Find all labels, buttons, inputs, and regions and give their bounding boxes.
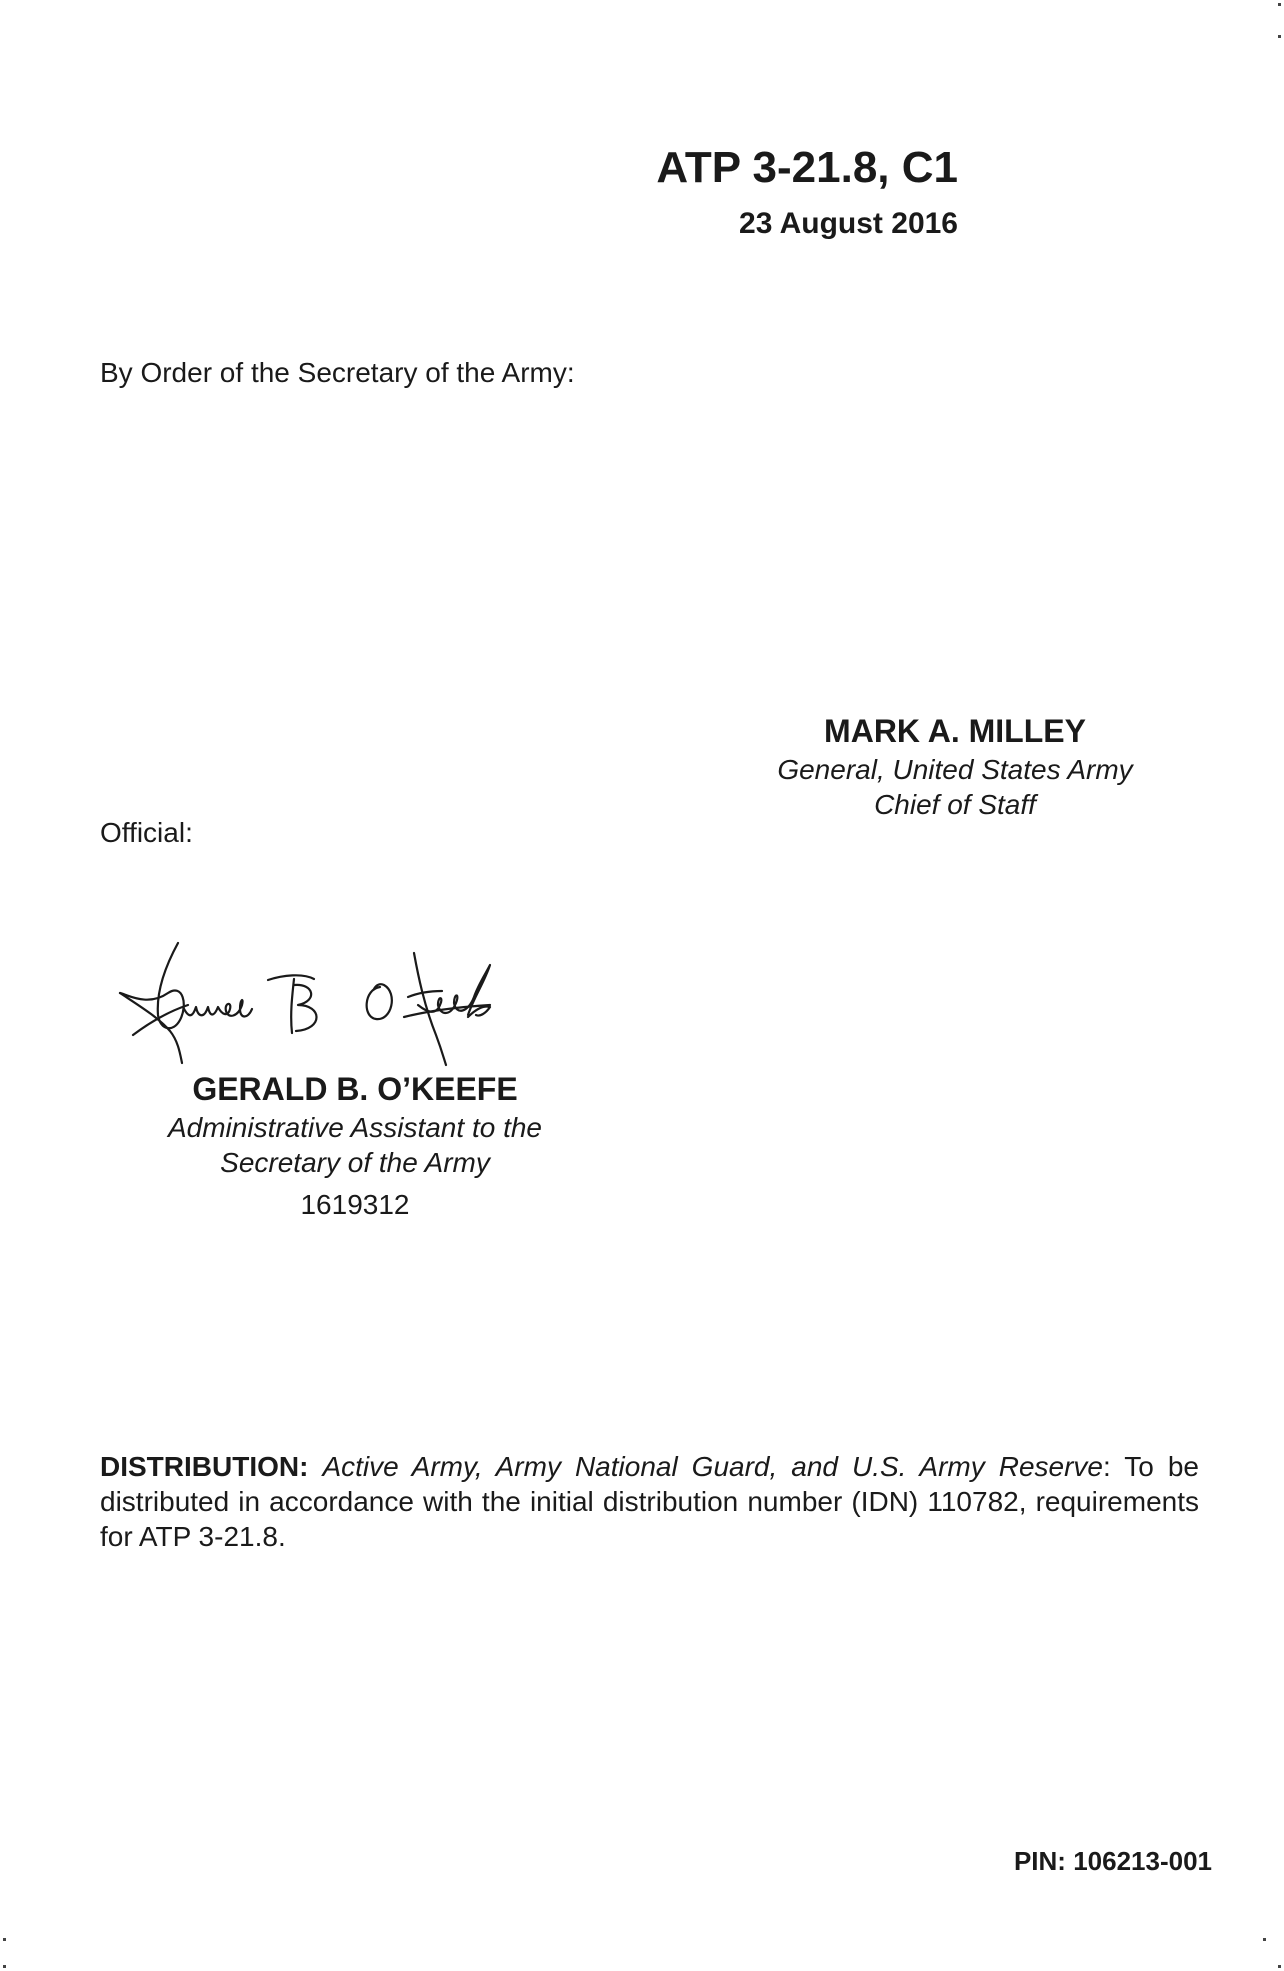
- official-block: [130, 1068, 580, 1222]
- signer-block: [745, 710, 1165, 822]
- crop-mark: [3, 1938, 6, 1941]
- official-label: Official:: [100, 817, 193, 848]
- crop-mark: [1278, 3, 1281, 6]
- official-title-line1: Administrative Assistant to the: [167, 1112, 542, 1143]
- crop-mark: [1278, 1965, 1281, 1968]
- official-title-line2: Secretary of the Army: [220, 1147, 490, 1178]
- handwritten-signature: [118, 935, 588, 1070]
- document-number: ATP 3-21.8, C1: [656, 143, 958, 192]
- signer-title-line2: Chief of Staff: [874, 789, 1036, 820]
- distribution-label: DISTRIBUTION:: [100, 1451, 309, 1482]
- signer-title-line1: General, United States Army: [777, 754, 1133, 785]
- crop-mark: [3, 1965, 6, 1968]
- authority-line: By Order of the Secretary of the Army:: [100, 357, 575, 388]
- crop-mark: [1263, 1938, 1266, 1941]
- pin-number: PIN: 106213-001: [1013, 1846, 1212, 1876]
- crop-mark: [1278, 35, 1281, 38]
- distribution-statement: [100, 1449, 1199, 1554]
- official-name: GERALD B. O’KEEFE: [192, 1071, 518, 1107]
- signer-name: MARK A. MILLEY: [824, 713, 1086, 749]
- distribution-groups: Active Army, Army National Guard, and U.S. Army Reserve: [322, 1451, 1103, 1482]
- distribution-text: : To be distributed in accordance with the initial distribution number (IDN) 110782, requirements for ATP 3-21.8.: [100, 1451, 1199, 1552]
- document-date: 23 August 2016: [739, 207, 958, 240]
- official-number: 1619312: [300, 1189, 410, 1220]
